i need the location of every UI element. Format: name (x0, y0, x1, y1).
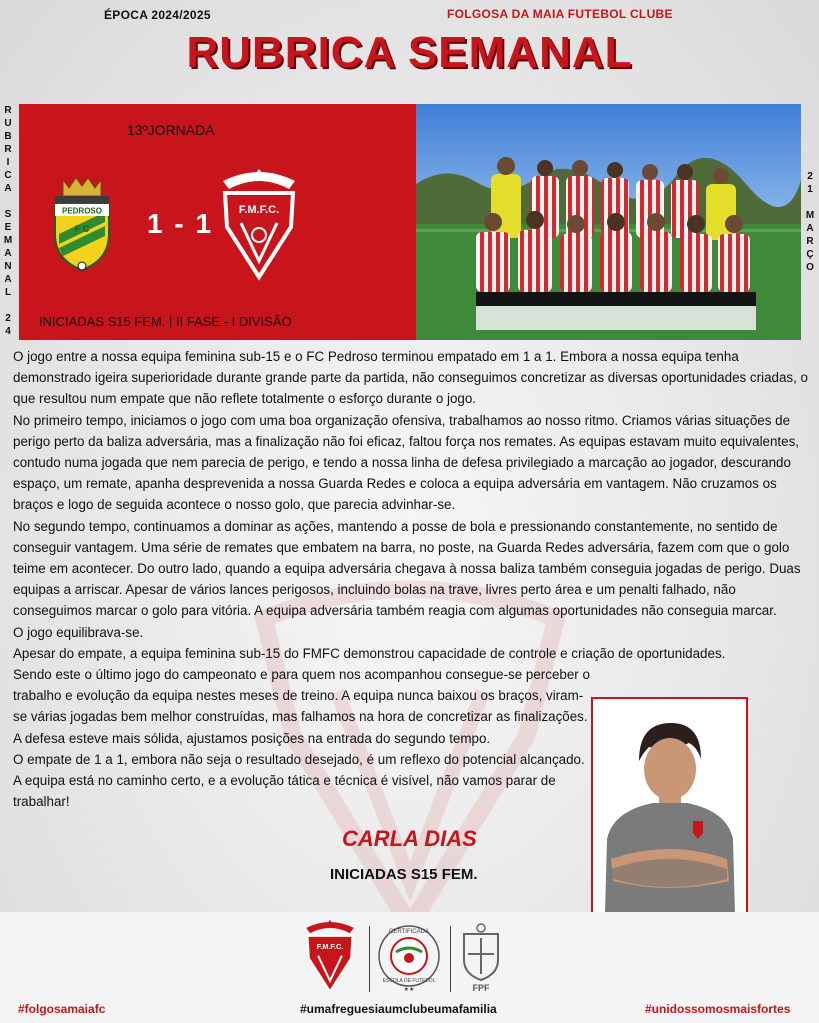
hashtag-center: #umafreguesiaumclubeumafamilia (300, 1002, 497, 1016)
side-label-right: 2 1 M A R Ç O (805, 171, 815, 273)
footer-divider (369, 926, 370, 992)
pedroso-crest-icon (49, 174, 115, 274)
fmfc-footer-crest-icon (298, 920, 362, 994)
footer-divider (450, 926, 451, 992)
pedroso-crest-letters: F C (74, 224, 90, 234)
footer-logos (298, 920, 508, 998)
page-title: RUBRICA SEMANAL (186, 28, 633, 77)
article-paragraph: O jogo entre a nossa equipa feminina sub-15 e o FC Pedroso terminou empatado em 1 a 1. Embora a nossa equipa tenha demonstrado igeira superioridade durante grande parte da partida, não conseguimos concretizar as diversas oportunidades criadas, o que resultou num empate que não reflete totalmente o esforço durante o jogo. (13, 349, 808, 407)
fpf-label: FPF (472, 983, 490, 993)
hashtag-right: #unidossomosmaisfortes (645, 1002, 791, 1016)
article-paragraph: O jogo equilibrava-se. (13, 624, 144, 640)
coach-team: INICIADAS S15 FEM. (330, 866, 478, 883)
season-label: ÉPOCA 2024/2025 (104, 8, 211, 22)
article-paragraph: No segundo tempo, continuamos a dominar as ações, mantendo a posse de bola e pressionando constantemente, no sentido de conseguir vantagem. Uma série de remates que embatem na barra, no poste, na Guarda Redes adversária, fazem com que o golo teime em acontecer. Do outro lado, quando a equipa adversária chegava à nossa baliza também conseguia jogadas de perigo. Duas equipas a arriscar. Apesar de vários lances perigosos, incluindo bolas na trave, livres perto área e um penalti falhado, não conseguimos marcar o golo para vitória. A equipa adversária também reagia com algumas oportunidades não conseguia marcar. (13, 518, 801, 619)
match-panel (19, 104, 416, 340)
article-paragraph: O empate de 1 a 1, embora não seja o resultado desejado, é um reflexo do potencial alcançado. (13, 751, 585, 767)
cert-bottom-text: ESCOLA DE FUTEBOL (382, 978, 436, 984)
match-score: 1 - 1 (147, 208, 214, 239)
hashtag-left: #folgosamaiafc (18, 1002, 106, 1016)
coach-photo (591, 697, 748, 916)
cert-stars: ★★ (403, 986, 415, 993)
side-label-left: R U B R I C A S E M A N A L 2 4 (3, 105, 13, 337)
fmfc-crest-icon (219, 169, 299, 281)
article-paragraph: No primeiro tempo, iniciamos o jogo com uma boa organização ofensiva, trabalhamos ao nosso ritmo. Criamos várias situações de perigo perto da baliza adversária, mas a finalização não foi eficaz, faltou força nos remates. As equipas estavam muito equivalentes, contudo numa jogada que nem parecia de perigo, e tendo a nossa linha de defesa privilegiado a marcação ao jogador, descurando espaço, um remate, apanha desprevenida a nossa Guarda Redes e coloca a equipa adversária em vantagem. Não cruzamos os braços e logo de seguida acontece o nosso golo, que parecia advinhar-se. (13, 412, 800, 513)
pedroso-crest-name: PEDROSO (61, 206, 103, 216)
club-name: FOLGOSA DA MAIA FUTEBOL CLUBE (447, 7, 673, 21)
article-paragraph: Apesar do empate, a equipa feminina sub-15 do FMFC demonstrou capacidade de controle e criação de oportunidades. (13, 645, 726, 661)
match-round: 13ºJORNADA (127, 122, 215, 138)
article-paragraph: A equipa está no caminho certo, e a evolução tática e técnica é visível, não vamos parar de trabalhar! (13, 773, 556, 810)
coach-name: CARLA DIAS (342, 826, 477, 851)
cert-top-text: CERTIFICADA (389, 929, 429, 935)
competition-label: INICIADAS S15 FEM. | II FASE - I DIVISÃO (39, 314, 292, 329)
fmfc-footer-crest-letters: F.M.F.C. (316, 942, 344, 952)
article-paragraph: Sendo este o último jogo do campeonato e para quem nos acompanhou consegue-se perceber o trabalho e evolução da equipa nestes meses de treino. A equipa nunca baixou os braços, viram-se várias jogadas bem melhor construídas, mas falhamos na hora de concretizar as finalizações. A defesa esteve mais sólida, ajustamos posições na entrada do segundo tempo. (13, 667, 590, 746)
fpf-crest-icon (458, 920, 504, 994)
team-photo (416, 104, 801, 340)
fmfc-crest-letters: F.M.F.C. (238, 204, 280, 216)
certified-school-badge-icon (374, 920, 444, 994)
